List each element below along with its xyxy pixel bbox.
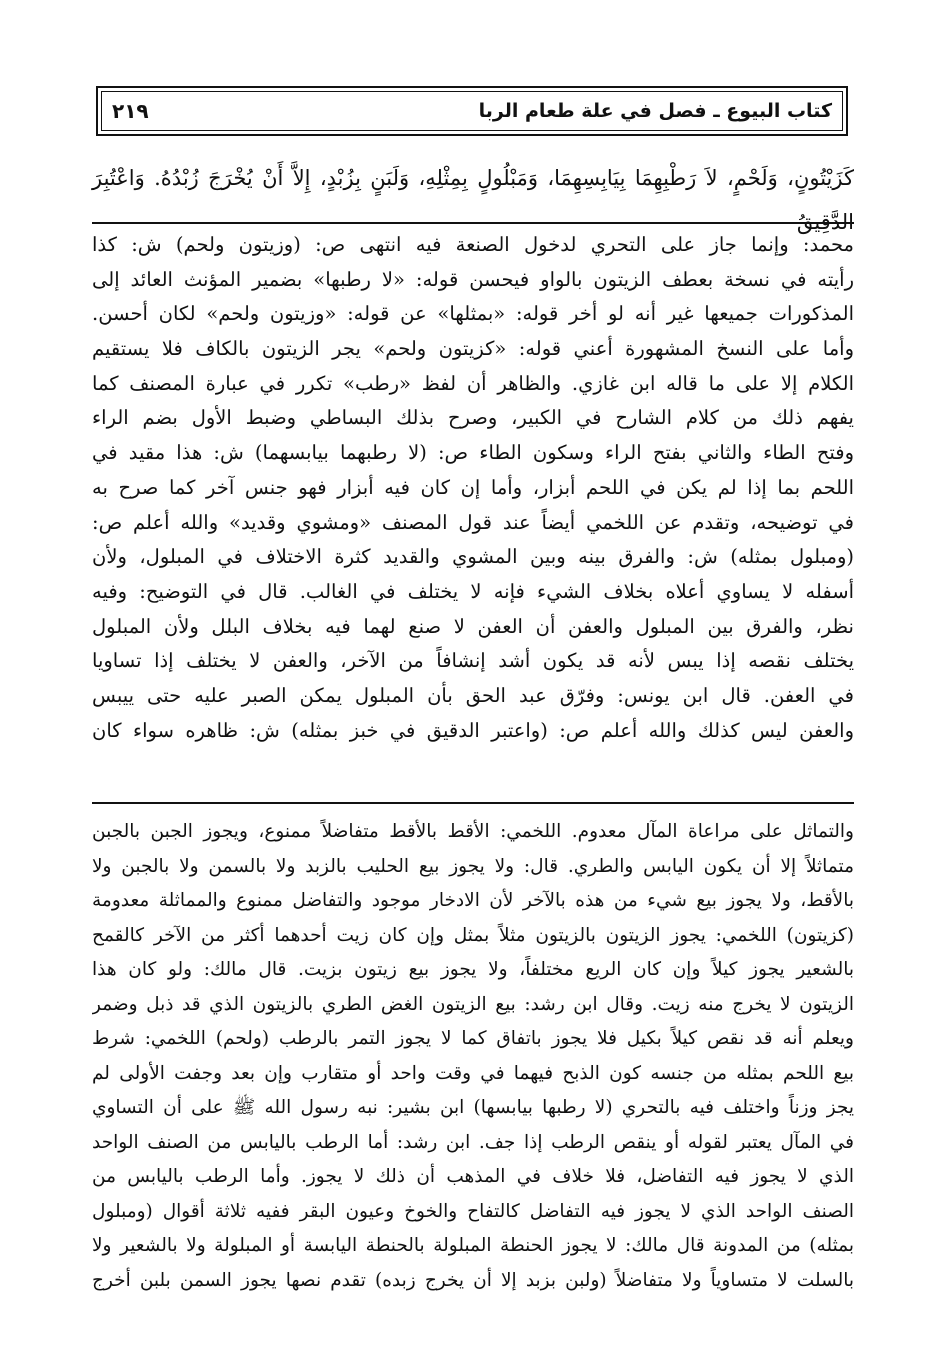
footnote-line: بالسلت لا متساوياً ولا متفاضلاً (ولبن بزبد إلا أن يخرج زبده) تقدم نصها يجوز السمن بلبن أخرج bbox=[92, 1269, 854, 1291]
footnote-line: الصنف الواحد الذي لا يجوز فيه التفاضل كالتفاح والخوخ وعيون البقر ففيه ثلاثة أقوال (ومبلول bbox=[92, 1200, 854, 1222]
commentary-line: محمد: وإنما جاز على التحري لدخول الصنعة فيه انتهى ص: (وزيتون ولحم) ش: كذا bbox=[92, 233, 854, 256]
footnote-line: في المآل يعتبر لقوله أو ينقص الرطب إذا جف. ابن رشد: أما الرطب باليابس من الصنف الواحد bbox=[92, 1131, 854, 1153]
commentary-line: وفتح الطاء والثاني بفتح الراء وسكون الطاء ص: (لا رطبهما بيابسهما) ش: هذا مقيد في bbox=[92, 441, 854, 465]
commentary-line: اللحم بما إذا لم يكن في اللحم أبزار، وأما إن كان فيه أبزار فهو جنس آخر كما صرح به bbox=[92, 475, 854, 499]
commentary-line: والعفن ليس كذلك والله أعلم ص: (واعتبر الدقيق في خبز بمثله) ش: ظاهره سواء كان bbox=[92, 718, 854, 742]
separator-line-top bbox=[92, 222, 854, 224]
commentary-line: يختلف نقصه إذا يبس لأنه قد يكون أشد إنشافاً من الآخر، والعفن لا يختلف إذا تساويا bbox=[92, 649, 854, 673]
chapter-title: كتاب البيوع ـ فصل في علة طعام الربا bbox=[478, 100, 832, 122]
commentary-line: المذكورات جميعها غير أنه لو أخر قوله: «بمثلها» عن قوله: «وزيتون ولحم» لكان أحسن. bbox=[92, 302, 854, 326]
footnotes bbox=[92, 815, 854, 1298]
commentary-line: (ومبلول بمثله) ش: والفرق بينه وبين المشوي والقديد كثرة الاختلاف في المبلول، ولأن bbox=[92, 545, 854, 569]
running-header bbox=[96, 86, 848, 136]
commentary-line: الكلام إلا على ما قاله ابن غازي. والظاهر أن لفظ «رطب» تكرر في عبارة المصنف كما bbox=[92, 371, 854, 395]
footnote-line: بمثله) من المدونة قال مالك: لا يجوز الحنطة المبلولة بالحنطة اليابسة أو المبلولة ولا بالشعير ولا bbox=[92, 1235, 854, 1256]
commentary-line: رأيته في نسخة بعطف الزيتون بالواو فيحسن قوله: «لا رطبها» بضمير المؤنث العائد إلى bbox=[92, 267, 854, 291]
footnote-line: (كزيتون) اللخمي: يجوز الزيتون بالزيتون مثلاً بمثل وإن كان زيت أحدهما أكثر من الآخر كالقمح bbox=[92, 924, 854, 946]
footnote-line: الذي لا يجوز فيه التفاضل، فلا خلاف في المذهب أن ذلك لا يجوز. وأما الرطب باليابس من bbox=[92, 1166, 854, 1187]
footnote-line: ويعلم أنه قد نقص كيلاً بكيل فلا يجوز باتفاق كما لا يجوز التمر بالرطب (ولحم) اللخمي: شرط bbox=[92, 1028, 854, 1049]
footnote-line: بالشعير يجوز كيلاً وإن كان الريع مختلفاً، ولا يجوز بيع زيتون بزيت. قال مالك: ولو كان هذا bbox=[92, 959, 854, 980]
main-text-matn: كَزَيْتُونٍ، وَلَحْمٍ، لاَ رَطْبِهِمَا بِيَابِسِهِمَا، وَمَبْلُولٍ بِمِثْلِهِ، وَلَبَنٍ بِزُبْدٍ، إِلاَّ أَنْ يُخْرَجَ زُبْدُهُ. وَاعْتُبِرَ الدَّقِيقُ bbox=[92, 166, 854, 234]
commentary-line: وأما على النسخ المشهورة أعني قوله: «كزيتون ولحم» يجر الزيتون بالكاف فلا يستقيم bbox=[92, 337, 854, 361]
footnote-line: الزيتون لا يخرج منه زيت. وقال ابن رشد: بيع الزيتون الغض الطري بالزيتون الذي قد ذبل وضمر bbox=[92, 993, 854, 1015]
commentary-sharh bbox=[92, 228, 854, 748]
footnote-line: متماثلاً إلا أن يكون اليابس والطري. قال: ولا يجوز بيع الحليب بالزبد ولا بالسمن ولا بالجبن ولا bbox=[92, 855, 854, 877]
footnote-line: والتماثل على مراعاة المآل معدوم. اللخمي: الأقط بالأقط متفاضلاً ممنوع، ويجوز الجبن بالجبن bbox=[92, 821, 854, 842]
commentary-line: في توضيحه، وتقدم عن اللخمي أيضاً عند قول المصنف «ومشوي وقديد» والله أعلم ص: bbox=[92, 510, 854, 534]
running-header-inner-frame bbox=[101, 91, 843, 131]
commentary-line: أسفله لا يساوي أعلاه بخلاف الشيء فإنه لا يختلف في الغالب. قال في التوضيح: وفيه bbox=[92, 579, 854, 603]
footnote-line: بالأقط، ولا يجوز بيع شيء من هذه بالآخر لأن الادخار موجود والتفاضل ممنوع والمماثلة معدومة bbox=[92, 890, 854, 911]
separator-line-notes bbox=[92, 802, 854, 804]
commentary-line: في العفن. قال ابن يونس: وفرّق عبد الحق بأن المبلول يمكن الصبر عليه حتى ييبس bbox=[92, 683, 854, 707]
commentary-line: يفهم ذلك من كلام الشارح في الكبير، وصرح بذلك البساطي وضبط الأول بضم الراء bbox=[92, 406, 854, 430]
footnote-line: يجز وزناً واختلف فيه بالتحري (لا رطبها بيابسها) ابن بشير: نبه رسول الله ﷺ على أن التساوي bbox=[92, 1097, 854, 1118]
commentary-line: نظر، والفرق بين المبلول والعفن أن العفن لا صنع لهما فيه بخلاف البلل ولأن المبلول bbox=[92, 614, 854, 638]
footnote-line: بيع اللحم بمثله من جنسه كون الذبح فيهما في وقت واحد أو متقارب وإن بعد وجفت الأولى لم bbox=[92, 1062, 854, 1084]
page-number: ٢١٩ bbox=[112, 99, 149, 123]
